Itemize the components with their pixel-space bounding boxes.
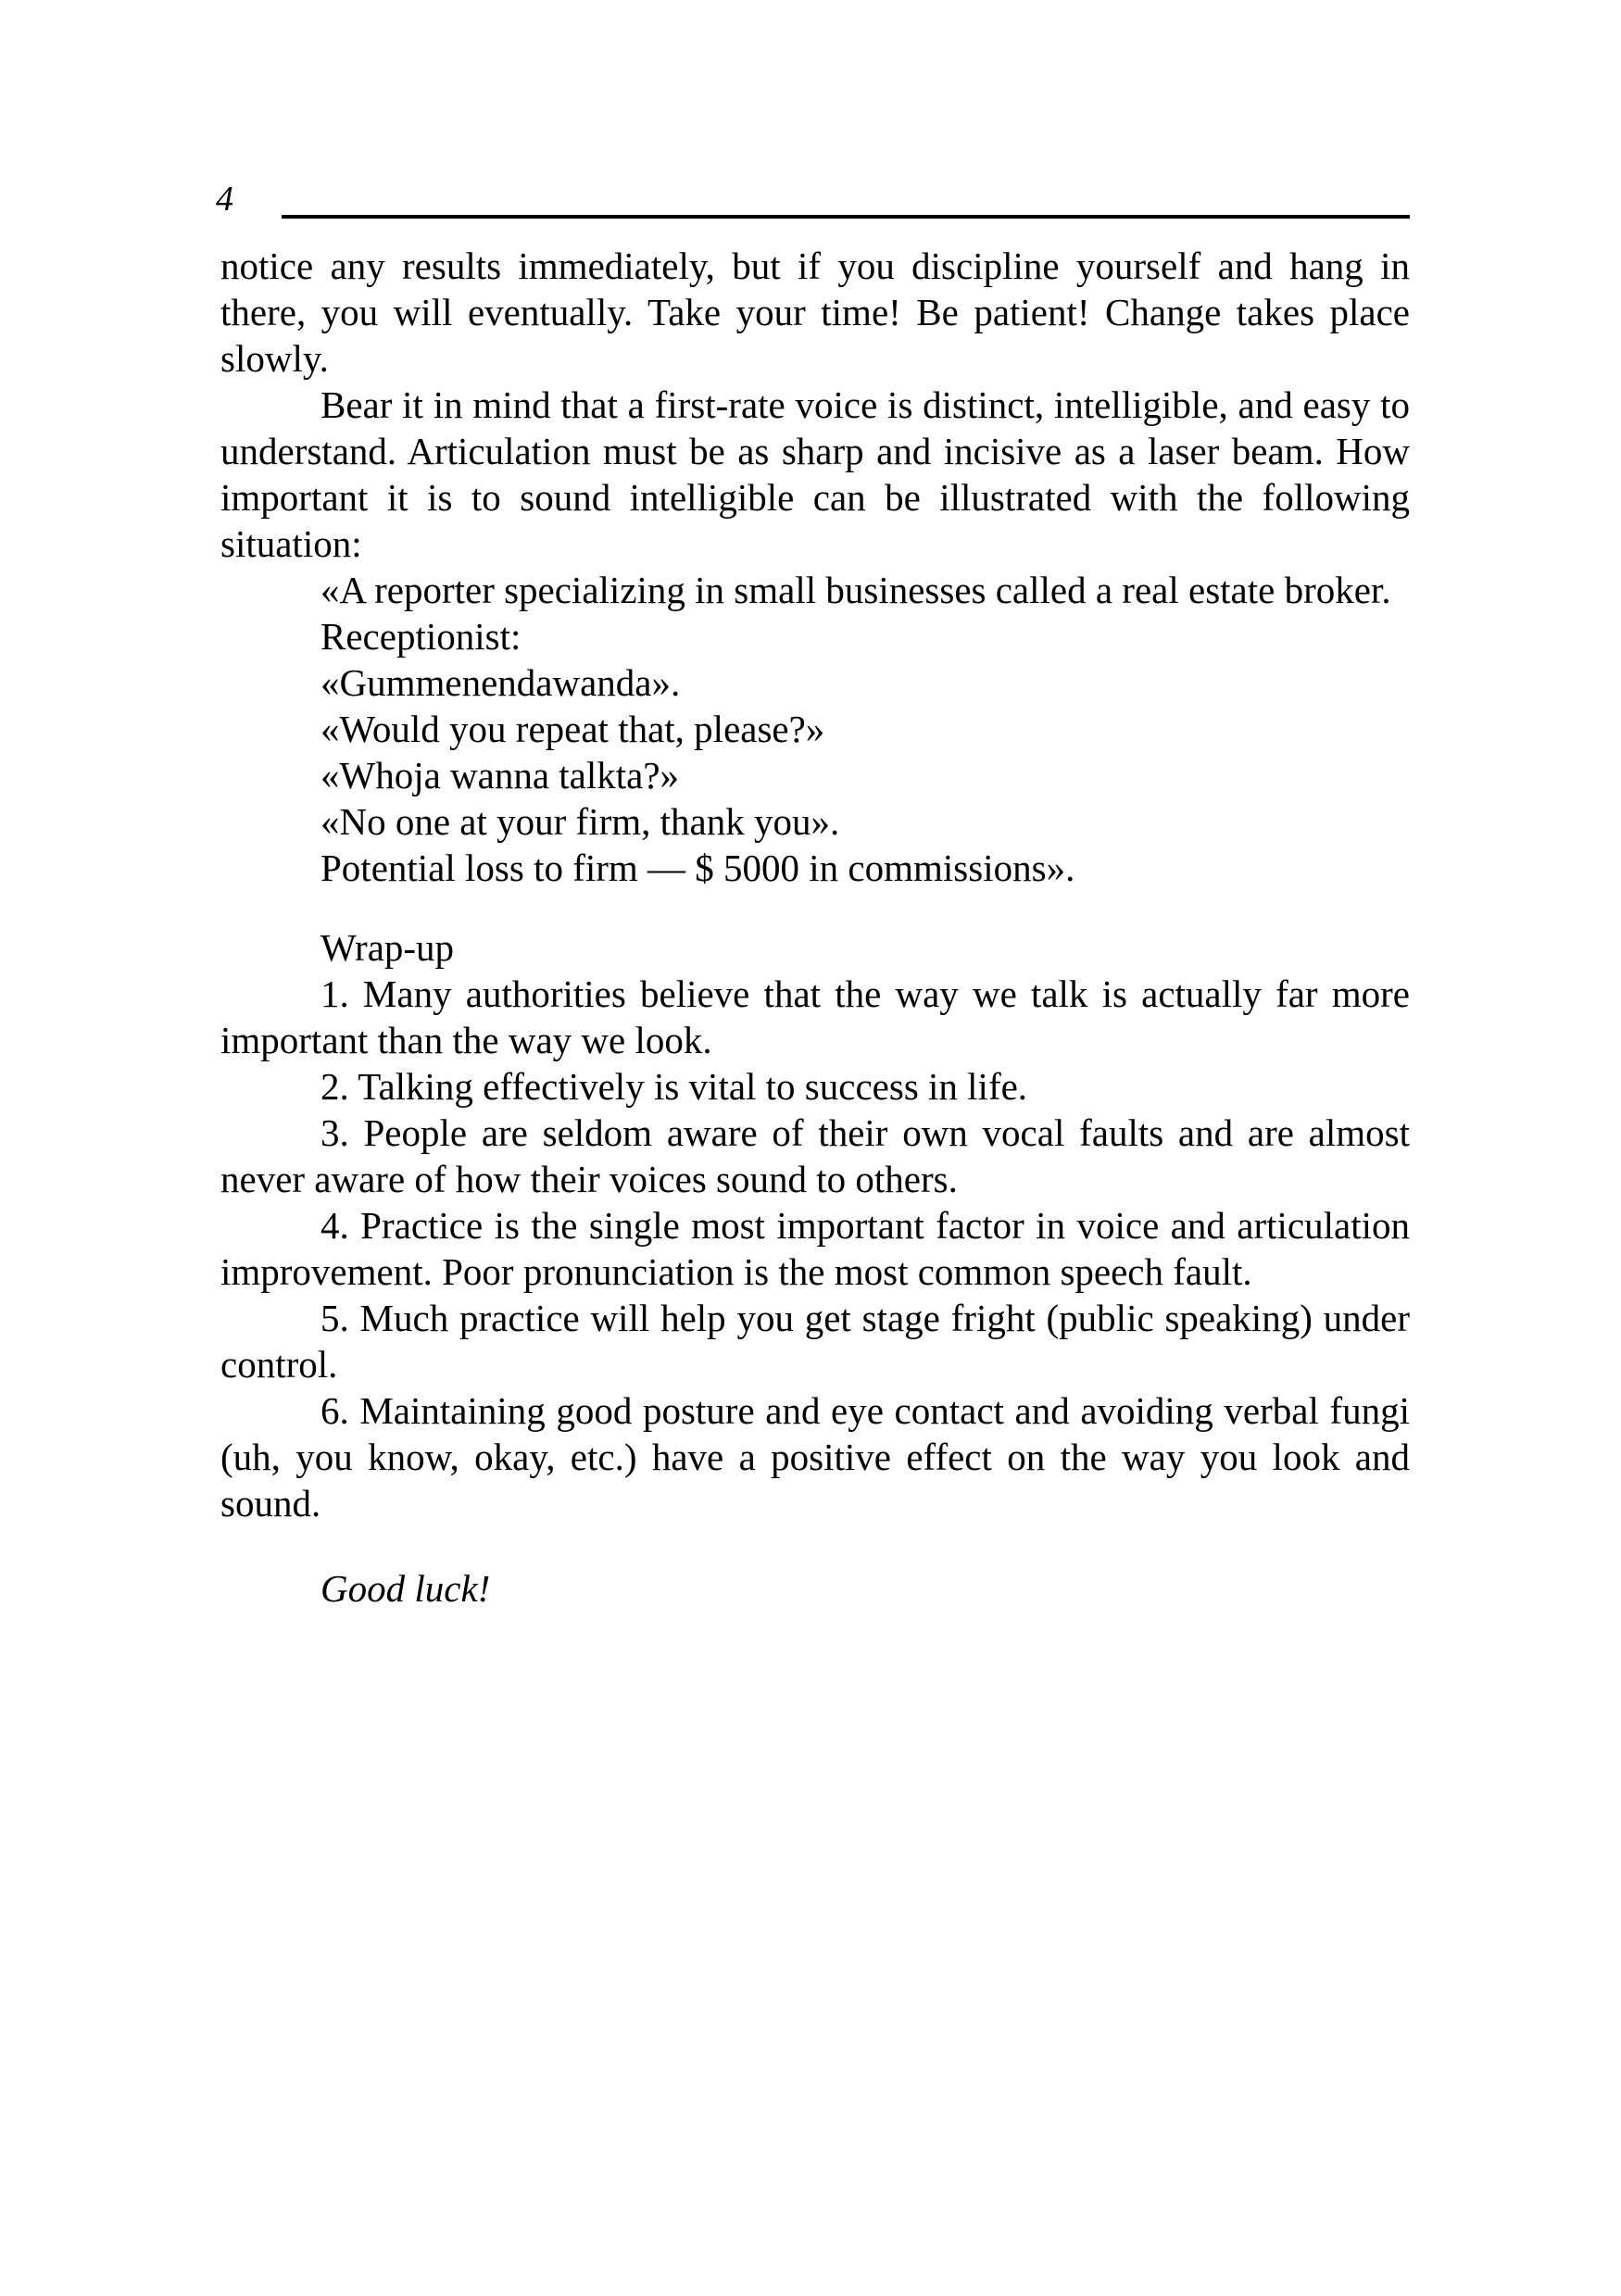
- paragraph-articulation: Bear it in mind that a first-rate voice is distinct, intelligible, and easy to understand. Articulation must be as sharp and incisive as a laser beam. How important it is to sound intelligible can be illustrated with the following situation:: [220, 383, 1410, 565]
- list-item: 2. Talking effectively is vital to success in life.: [320, 1065, 1028, 1108]
- paragraph-anecdote-intro: «A reporter specializing in small businesses called a real estate broker.: [320, 569, 1391, 611]
- page-number: 4: [216, 180, 233, 219]
- dialogue-line: Potential loss to firm — $ 5000 in commissions».: [320, 847, 1075, 889]
- list-item: 6. Maintaining good posture and eye contact and avoiding verbal fungi (uh, you know, okay, etc.) have a positive effect on the way you look and sound.: [220, 1389, 1410, 1524]
- dialogue-line: «Whoja wanna talkta?»: [320, 754, 680, 797]
- list-item: 5. Much practice will help you get stage fright (public speaking) under control.: [220, 1297, 1410, 1386]
- list-item: 3. People are seldom aware of their own vocal faults and are almost never aware of how their voices sound to others.: [220, 1111, 1410, 1200]
- dialogue-line: «No one at your firm, thank you».: [320, 800, 840, 843]
- closing-line: Good luck!: [320, 1567, 491, 1610]
- list-item: 1. Many authorities believe that the way we talk is actually far more important than the way we look.: [220, 972, 1410, 1061]
- dialogue-line: Receptionist:: [320, 615, 521, 658]
- paragraph-continuation: notice any results immediately, but if you discipline yourself and hang in there, you will eventually. Take your time! Be patient! Change takes place slowly.: [220, 245, 1410, 380]
- section-heading-wrap-up: Wrap-up: [320, 926, 455, 969]
- dialogue-line: «Would you repeat that, please?»: [320, 708, 825, 750]
- list-item: 4. Practice is the single most important factor in voice and articulation improvement. Poor pronunciation is the most common speech fault.: [220, 1204, 1410, 1293]
- page-body: [220, 243, 1410, 1612]
- header-rule: [282, 215, 1410, 219]
- dialogue-line: «Gummenendawanda».: [320, 661, 681, 704]
